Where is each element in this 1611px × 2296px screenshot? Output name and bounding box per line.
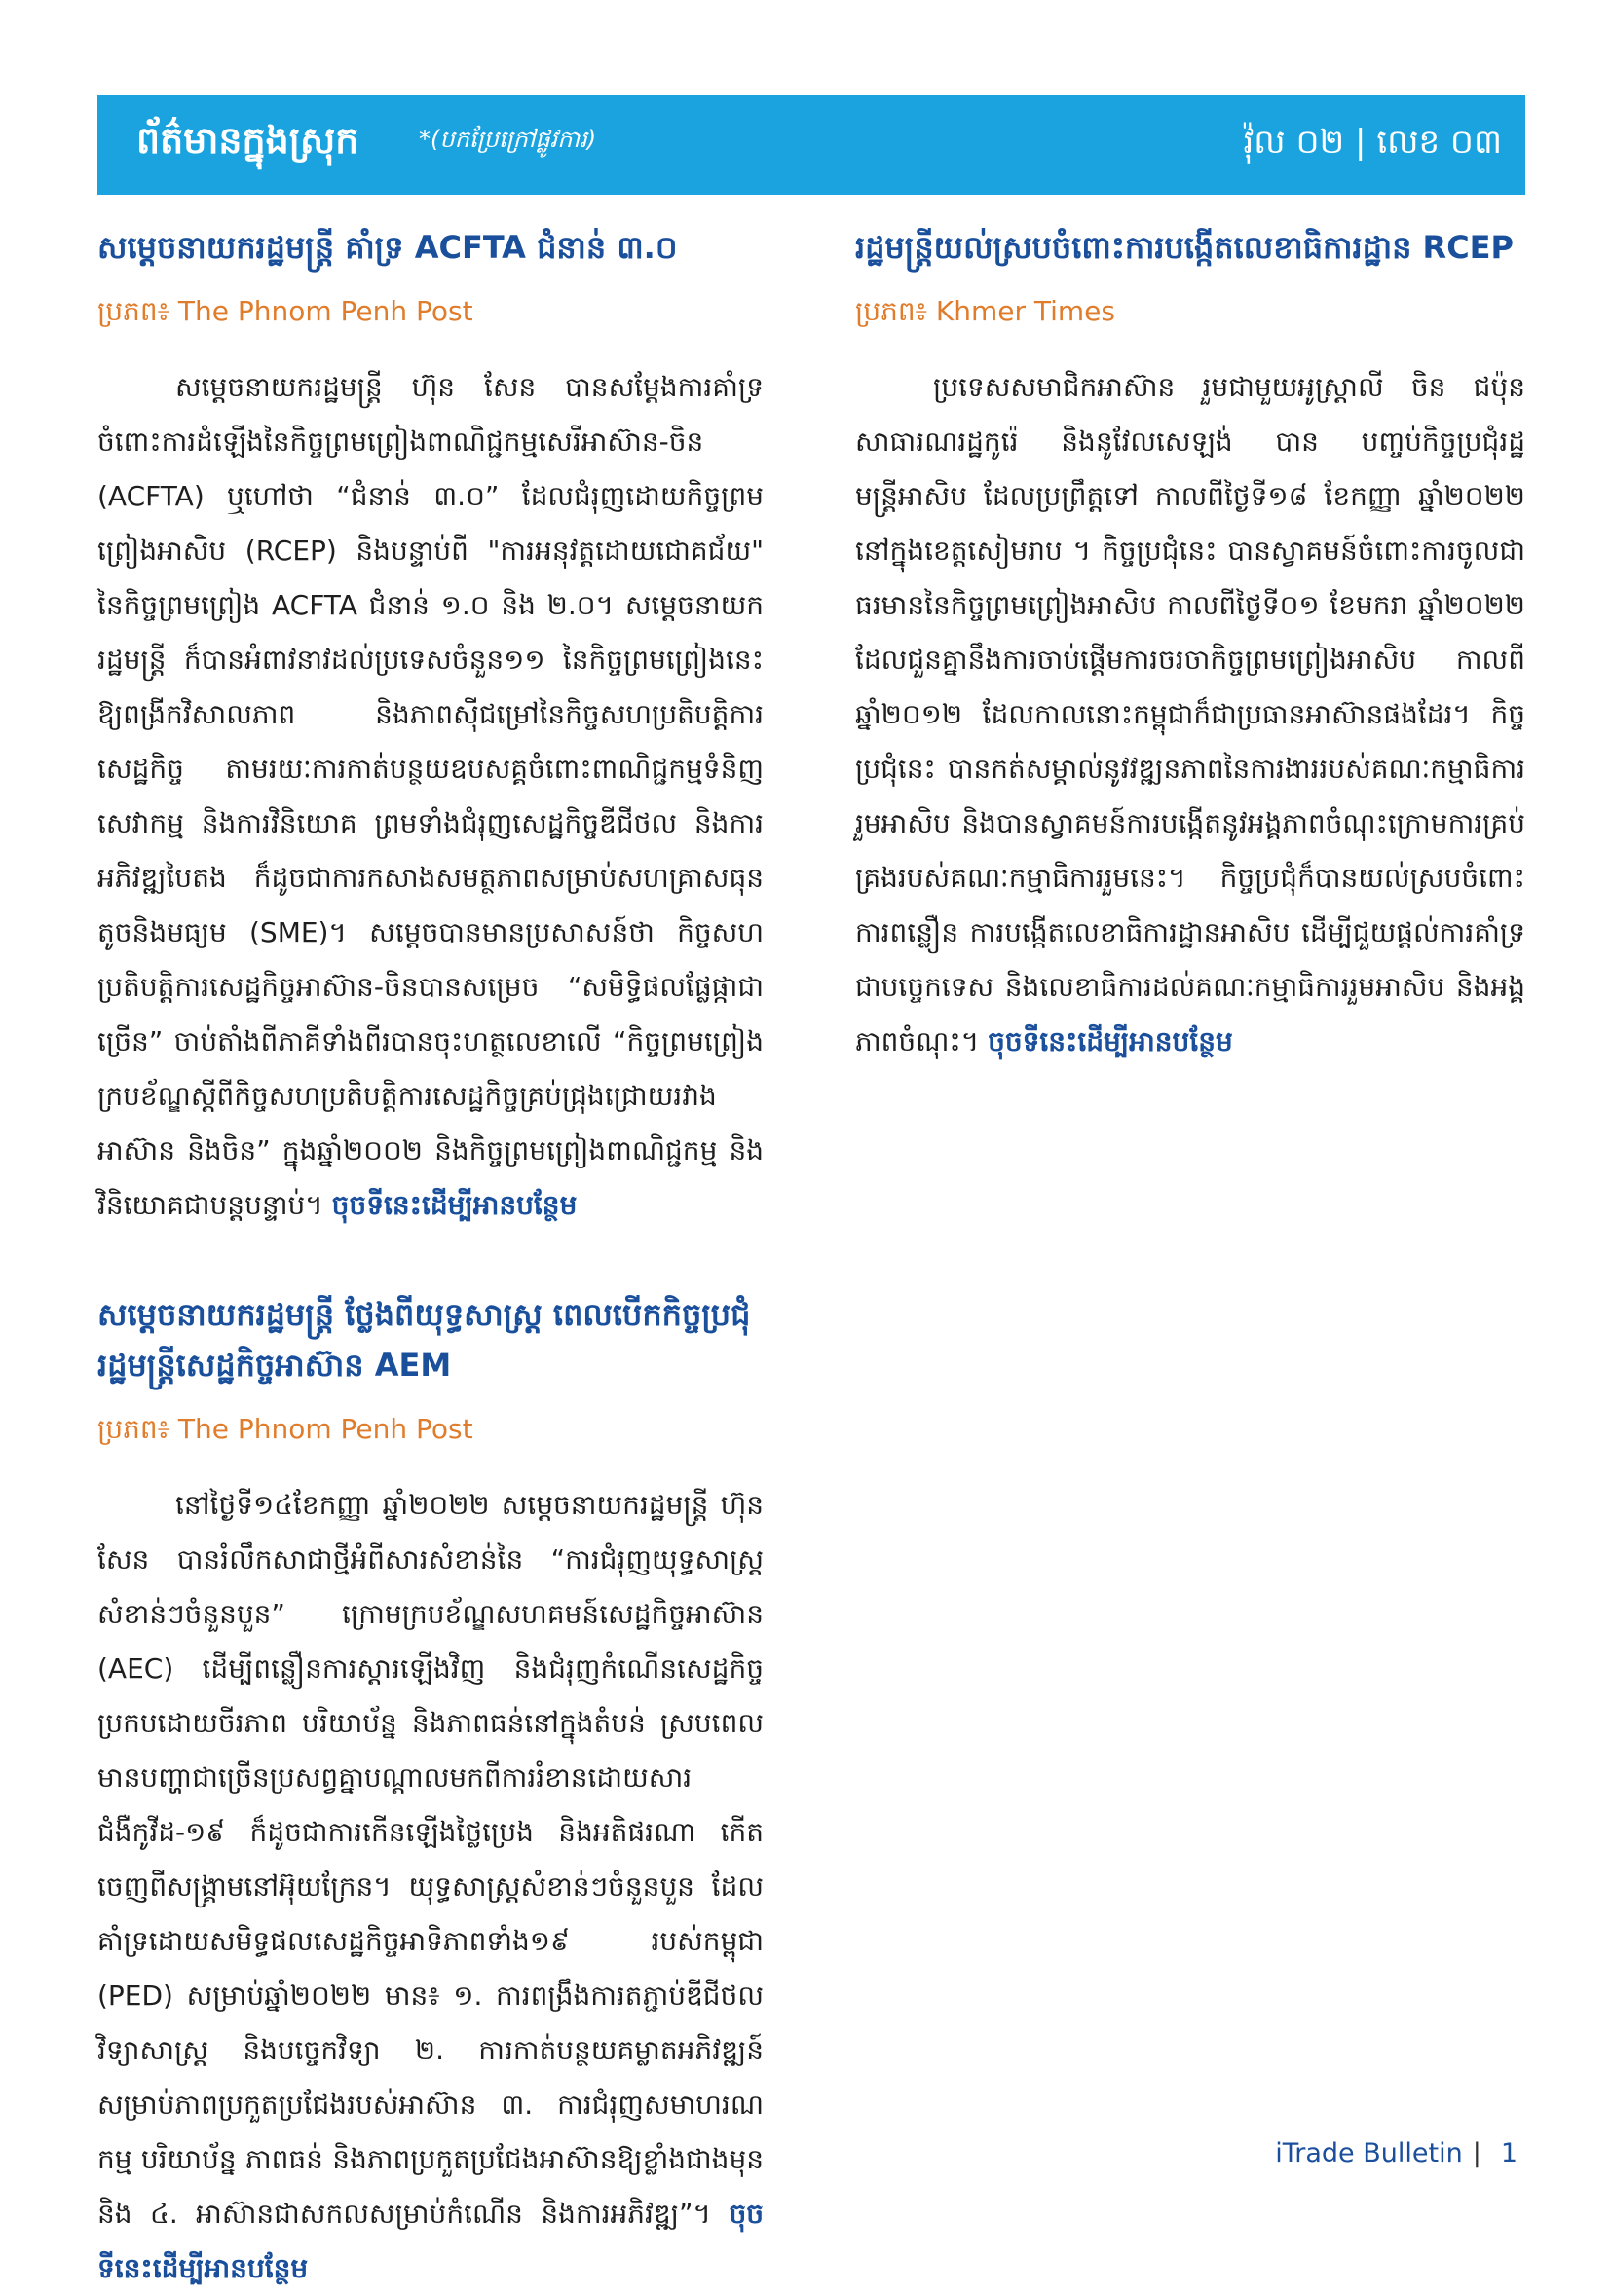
article-text: សម្ដេចនាយករដ្ឋមន្ត្រី ហ៊ុន សែន បានសម្ដែងការគាំទ្រចំពោះការដំឡើងនៃកិច្ចព្រមព្រៀងពាណិជ្ជកម្មសេរីអាស៊ាន-ចិន (ACFTA) ឬហៅថា “ជំនាន់ ៣.០” ដែលជំរុញដោយកិច្ចព្រមព្រៀងអាសិប (RCEP) និងបន្ទាប់ពី "ការអនុវត្តដោយជោគជ័យ" នៃកិច្ចព្រមព្រៀង ACFTA ជំនាន់ ១.០ និង ២.០។ សម្ដេចនាយករដ្ឋមន្ត្រី ក៏បានអំពាវនាវដល់ប្រទេសចំនួន១១ នៃកិច្ចព្រមព្រៀងនេះ ឱ្យពង្រីកវិសាលភាព និងភាពស៊ីជម្រៅនៃកិច្ចសហប្រតិបត្តិការសេដ្ឋកិច្ច តាមរយៈការកាត់បន្ថយឧបសគ្គចំពោះពាណិជ្ជកម្មទំនិញ សេវាកម្ម និងការវិនិយោគ ព្រមទាំងជំរុញសេដ្ឋកិច្ចឌីជីថល និងការអភិវឌ្ឍបៃតង ក៏ដូចជាការកសាងសមត្ថភាពសម្រាប់សហគ្រាសធុនតូចនិងមធ្យម (SME)។ សម្ដេចបានមានប្រសាសន៍ថា កិច្ចសហប្រតិបត្តិការសេដ្ឋកិច្ចអាស៊ាន-ចិនបានសម្រេច “សមិទ្ធិផលផ្លែផ្កាជាច្រើន” ចាប់តាំងពីភាគីទាំងពីរបានចុះហត្ថលេខាលើ “កិច្ចព្រមព្រៀងក្របខ័ណ្ឌស្ដីពីកិច្ចសហប្រតិបត្តិការសេដ្ឋកិច្ចគ្រប់ជ្រុងជ្រោយរវាងអាស៊ាន និងចិន” ក្នុងឆ្នាំ២០០២ និងកិច្ចព្រមព្រៀងពាណិជ្ជកម្ម និងវិនិយោគជាបន្តបន្ទាប់។: [97, 371, 764, 1221]
section-title: ព័ត៌មានក្នុងស្រុក: [136, 119, 359, 162]
article-rcep: [855, 222, 1525, 1069]
article-text: ប្រទេសសមាជិកអាស៊ាន រួមជាមួយអូស្ត្រាលី ចិន ជប៉ុន សាធារណរដ្ឋកូរ៉េ និងនូវែលសេឡង់ បាន បញ្ចប់កិច្ចប្រជុំរដ្ឋមន្ត្រីអាសិប ដែលប្រព្រឹត្តទៅ កាលពីថ្ងៃទី១៨ ខែកញ្ញា ឆ្នាំ២០២២ នៅក្នុងខេត្តសៀមរាប ។ កិច្ចប្រជុំនេះ បានស្វាគមន៍ចំពោះការចូលជាធរមាននៃកិច្ចព្រមព្រៀងអាសិប កាលពីថ្ងៃទី០១ ខែមករា ឆ្នាំ២០២២ ដែលជួនគ្នានឹងការចាប់ផ្ដើមការចរចាកិច្ចព្រមព្រៀងអាសិប កាលពីឆ្នាំ២០១២ ដែលកាលនោះកម្ពុជាក៏ជាប្រធានអាស៊ានផងដែរ។ កិច្ចប្រជុំនេះ បានកត់សម្គាល់នូវវឌ្ឍនភាពនៃការងាររបស់គណៈកម្មាធិការរួមអាសិប និងបានស្វាគមន៍ការបង្កើតនូវអង្គភាពចំណុះក្រោមការគ្រប់គ្រងរបស់គណៈកម្មាធិការរួមនេះ។ កិច្ចប្រជុំក៏បានយល់ស្របចំពោះការពន្លឿន ការបង្កើតលេខាធិការដ្ឋានអាសិប ដើម្បីជួយផ្ដល់ការគាំទ្រជាបច្ចេកទេស និងលេខាធិការដល់គណៈកម្មាធិការរួមអាសិប និងអង្គភាពចំណុះ។: [855, 371, 1525, 1057]
article-body: [97, 1478, 764, 2296]
right-column: [855, 222, 1525, 1069]
article-title: រដ្ឋមន្ត្រីយល់ស្របចំពោះការបង្កើតលេខាធិការដ្ឋាន RCEP: [855, 229, 1514, 266]
article-title: សម្ដេចនាយករដ្ឋមន្ត្រី ថ្លែងពីយុទ្ធសាស្ត្រ ពេលបើកកិច្ចប្រជុំរដ្ឋមន្ត្រីសេដ្ឋកិច្ចអាស៊ាន AEM: [97, 1296, 751, 1384]
page-footer: [1275, 2138, 1517, 2168]
article-title: សម្ដេចនាយករដ្ឋមន្ត្រី គាំទ្រ ACFTA ជំនាន់ ៣.០: [97, 229, 678, 266]
article-acfta: [97, 222, 764, 1233]
read-more-link[interactable]: ចុចទីនេះដើម្បីអានបន្ថែម: [331, 1189, 578, 1221]
section-subtitle: *(បកប្រែក្រៅផ្លូវការ): [419, 126, 597, 153]
issue-number: វ៉ុល ០២ | លេខ ០៣: [1243, 123, 1502, 162]
publication-name: iTrade Bulletin: [1275, 2138, 1463, 2168]
read-more-link[interactable]: ចុចទីនេះដើម្បីអានបន្ថែម: [988, 1025, 1233, 1057]
left-column: [97, 222, 764, 2296]
article-source: ប្រភព៖ The Phnom Penh Post: [97, 295, 473, 327]
article-text: នៅថ្ងៃទី១៤ខែកញ្ញា ឆ្នាំ២០២២ សម្ដេចនាយករដ្ឋមន្ត្រី ហ៊ុន សែន បានរំលឹកសាជាថ្មីអំពីសារសំខាន់នៃ “ការជំរុញយុទ្ធសាស្ត្រសំខាន់ៗចំនួនបួន” ក្រោមក្របខ័ណ្ឌសហគមន៍សេដ្ឋកិច្ចអាស៊ាន (AEC) ដើម្បីពន្លឿនការស្ដារឡើងវិញ និងជំរុញកំណើនសេដ្ឋកិច្ចប្រកបដោយចីរភាព បរិយាប័ន្ន និងភាពធន់នៅក្នុងតំបន់ ស្របពេលមានបញ្ហាជាច្រើនប្រសព្វគ្នាបណ្ដាលមកពីការរំខានដោយសារជំងឺកូវីដ-១៩ ក៏ដូចជាការកើនឡើងថ្លៃប្រេង និងអតិផរណា កើតចេញពីសង្គ្រាមនៅអ៊ុយក្រែន។ យុទ្ធសាស្ត្រសំខាន់ៗចំនួនបួន ដែលគាំទ្រដោយសមិទ្ធផលសេដ្ឋកិច្ចអាទិភាពទាំង១៩ របស់កម្ពុជា (PED) សម្រាប់ឆ្នាំ២០២២ មាន៖ ១. ការពង្រឹងការតភ្ជាប់ឌីជីថល វិទ្យាសាស្ត្រ និងបច្ចេកវិទ្យា ២. ការកាត់បន្ថយគម្លាតអភិវឌ្ឍន៍សម្រាប់ភាពប្រកួតប្រជែងរបស់អាស៊ាន ៣. ការជំរុញសមាហរណកម្ម បរិយាប័ន្ន ភាពធន់ និងភាពប្រកួតប្រជែងអាស៊ានឱ្យខ្លាំងជាងមុន និង ៤. អាស៊ានជាសកលសម្រាប់កំណើន និងការអភិវឌ្ឍ”។: [97, 1489, 764, 2230]
article-body: [97, 360, 764, 1233]
article-body: [855, 360, 1525, 1069]
article-aem: [97, 1289, 764, 2296]
page-number: 1: [1500, 2138, 1517, 2168]
article-source: ប្រភព៖ The Phnom Penh Post: [97, 1413, 473, 1445]
section-header-banner: [97, 95, 1525, 195]
read-more-link[interactable]: ចុចទីនេះដើម្បីអានបន្ថែម: [97, 2198, 764, 2284]
article-source: ប្រភព៖ Khmer Times: [855, 295, 1115, 327]
footer-separator: |: [1472, 2138, 1481, 2168]
